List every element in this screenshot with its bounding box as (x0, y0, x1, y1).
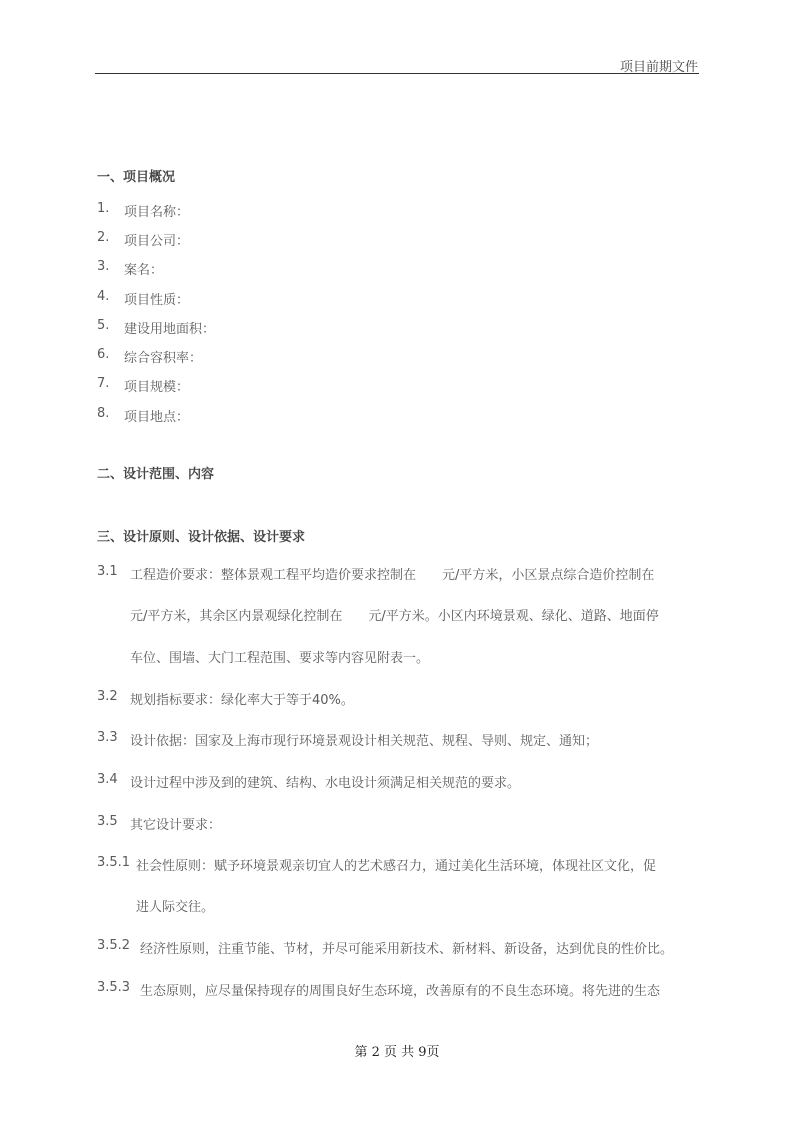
paragraph-3-1-number: 3.1 (97, 564, 118, 579)
list-item-number: 5. (97, 318, 110, 333)
list-item-text: 项目名称： (124, 205, 190, 220)
paragraph-3-5-3-text: 生态原则，应尽量保持现存的周围良好生态环境，改善原有的不良生态环境。将先进的生态 (140, 984, 661, 999)
list-item-number: 2. (97, 230, 110, 245)
list-item-text: 项目性质： (124, 293, 190, 308)
list-item-number: 4. (97, 289, 110, 304)
paragraph-3-1-line-3: 车位、围墙、大门工程范围、要求等内容见附表一。 (130, 651, 430, 666)
list-item-text: 案名： (124, 263, 164, 278)
list-item-text: 建设用地面积： (124, 322, 216, 337)
paragraph-3-3-number: 3.3 (97, 730, 118, 745)
paragraph-3-1-line-1: 工程造价要求：整体景观工程平均造价要求控制在 元/平方米，小区景点综合造价控制在 (130, 568, 655, 583)
paragraph-3-5-2-number: 3.5.2 (97, 938, 131, 953)
page-number: 第 2 页 共 9页 (354, 1045, 440, 1060)
list-item-number: 8. (97, 406, 110, 421)
section-3-title: 三、设计原则、设计依据、设计要求 (97, 530, 306, 545)
header-divider (95, 73, 699, 74)
paragraph-3-4-number: 3.4 (97, 772, 118, 787)
paragraph-3-2-number: 3.2 (97, 689, 118, 704)
section-1-title: 一、项目概况 (97, 170, 176, 185)
list-item-text: 项目地点： (124, 410, 190, 425)
header-title: 项目前期文件 (619, 60, 698, 75)
paragraph-3-5-1-line-1: 社会性原则：赋予环境景观亲切宜人的艺术感召力，通过美化生活环境，体现社区文化，促 (136, 859, 657, 874)
paragraph-3-3-text: 设计依据：国家及上海市现行环境景观设计相关规范、规程、导则、规定、通知； (130, 734, 599, 749)
paragraph-3-5-3-number: 3.5.3 (97, 980, 131, 995)
list-item-number: 7. (97, 376, 110, 391)
list-item-text: 项目规模： (124, 380, 190, 395)
section-2-title: 二、设计范围、内容 (97, 467, 215, 482)
list-item-number: 1. (97, 201, 110, 216)
paragraph-3-4-text: 设计过程中涉及到的建筑、结构、水电设计须满足相关规范的要求。 (130, 776, 521, 791)
paragraph-3-2-text: 规划指标要求：绿化率大于等于40%。 (130, 693, 354, 708)
paragraph-3-5-1-line-2: 进人际交往。 (136, 900, 215, 915)
list-item-text: 项目公司： (124, 234, 190, 249)
paragraph-3-5-2-text: 经济性原则，注重节能、节材，并尽可能采用新技术、新材料、新设备，达到优良的性价比。 (140, 942, 674, 957)
paragraph-3-1-line-2: 元/平方米，其余区内景观绿化控制在 元/平方米。小区内环境景观、绿化、道路、地面停 (130, 609, 659, 624)
paragraph-3-5-number: 3.5 (97, 814, 118, 829)
paragraph-3-5-text: 其它设计要求： (130, 818, 222, 833)
list-item-number: 3. (97, 259, 110, 274)
paragraph-3-5-1-number: 3.5.1 (97, 855, 131, 870)
list-item-number: 6. (97, 347, 110, 362)
list-item-text: 综合容积率： (124, 351, 203, 366)
